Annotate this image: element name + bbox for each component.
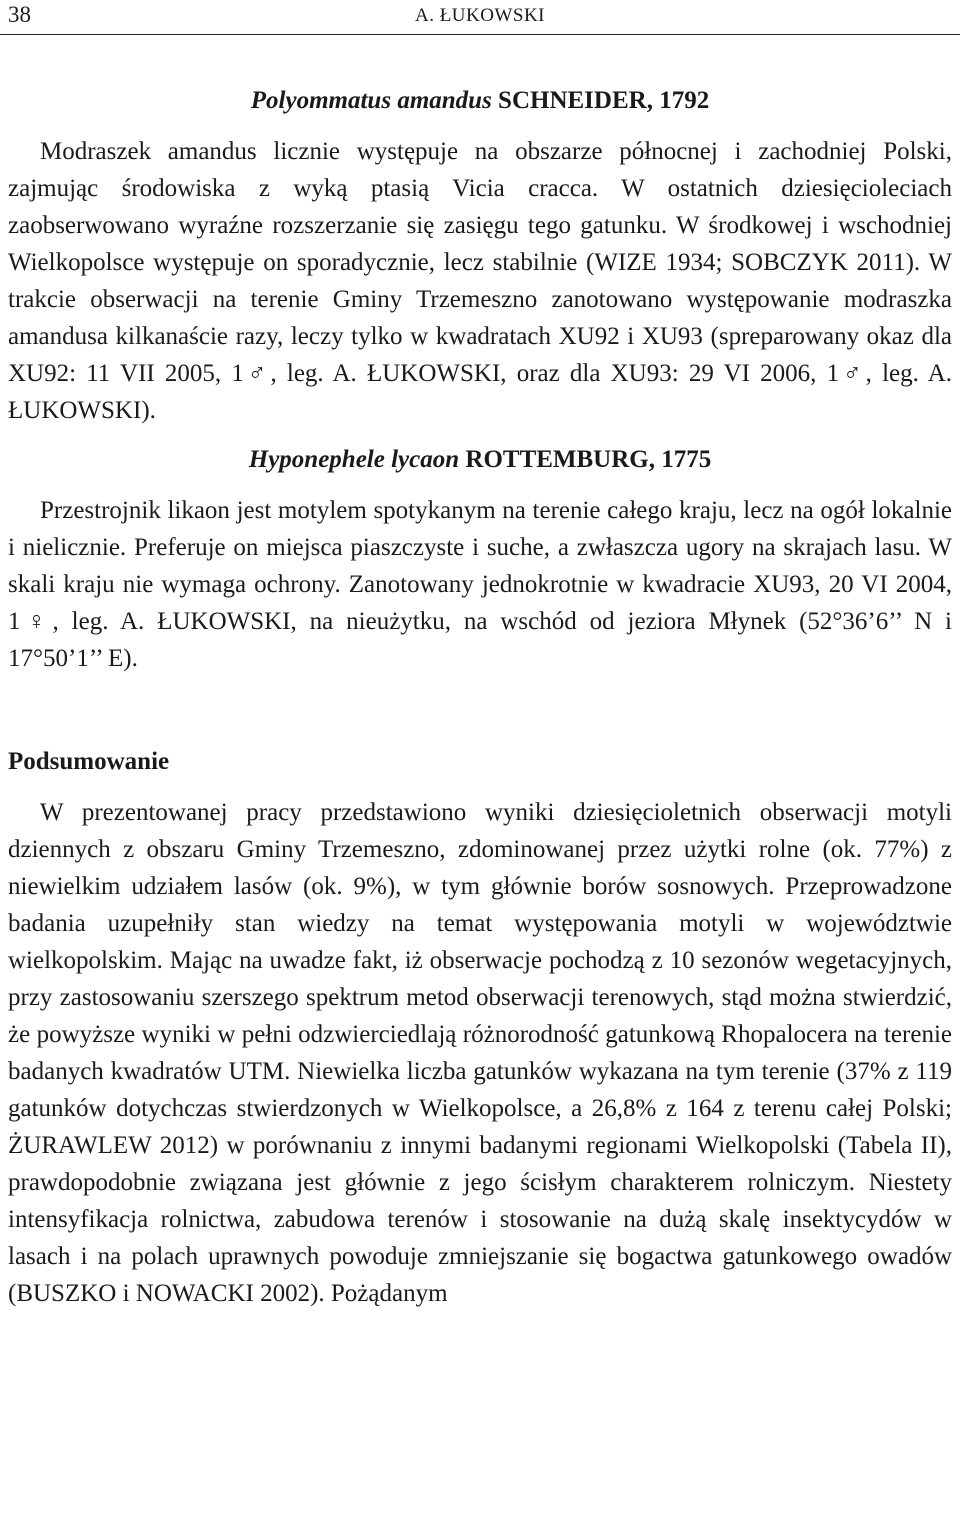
species-author: ROTTEMBURG	[465, 446, 649, 473]
species-year: , 1792	[646, 87, 710, 114]
running-head: A. ŁUKOWSKI	[414, 5, 546, 26]
species-author: SCHNEIDER	[498, 87, 647, 114]
species-year: , 1775	[648, 446, 712, 473]
species-heading-lycaon	[8, 441, 952, 478]
paragraph-lycaon: Przestrojnik likaon jest motylem spotykanym na terenie całego kraju, lecz na ogół lokalnie i nielicznie. Preferuje on miejsca piaszczyste i suche, a zwłaszcza ugory na skrajach lasu. W skali kraju nie wymaga ochrony. Zanotowany jednokrotnie w kwadracie XU93, 20 VI 2004, 1♀, leg. A. ŁUKOWSKI, na nieużytku, na wschód od jeziora Młynek (52°36’6’’ N i 17°50’1’’ E).	[8, 497, 952, 672]
species-heading-amandus	[8, 82, 952, 119]
page-body	[8, 82, 952, 1312]
paragraph-summary: W prezentowanej pracy przedstawiono wyniki dziesięcioletnich obserwacji motyli dziennych z obszaru Gminy Trzemeszno, zdominowanej przez użytki rolne (ok. 77%) z niewielkim udziałem lasów (ok. 9%), w tym głównie borów sosnowych. Przeprowadzone badania uzupełniły stan wiedzy na temat występowania motyli w województwie wielkopolskim. Mając na uwadze fakt, iż obserwacje pochodzą z 10 sezonów wegetacyjnych, przy zastosowaniu szerszego spektrum metod obserwacji terenowych, stąd można stwierdzić, że powyższe wyniki w pełni odzwierciedlają różnorodność gatunkową Rhopalocera na terenie badanych kwadratów UTM. Niewielka liczba gatunków wykazana na tym terenie (37% z 119 gatunków dotychczas stwierdzonych w Wielkopolsce, a 26,8% z 164 z terenu całej Polski; ŻURAWLEW 2012) w porównaniu z innymi badanymi regionami Wielkopolski (Tabela II), prawdopodobnie związana jest głównie z jego ścisłym charakterem rolniczym. Niestety intensyfikacja rolnictwa, zabudowa terenów i stosowanie na dużą skalę insektycydów w lasach i na polach uprawnych powoduje zmniejszanie się bogactwa gatunkowego owadów (BUSZKO i NOWACKI 2002). Pożądanym	[8, 799, 952, 1307]
page-number: 38	[8, 2, 31, 27]
section-title-summary: Podsumowanie	[8, 748, 170, 775]
species-name: Polyommatus amandus	[250, 87, 492, 114]
page-header	[0, 0, 960, 35]
species-name: Hyponephele lycaon	[248, 446, 460, 473]
paragraph-amandus: Modraszek amandus licznie występuje na obszarze północnej i zachodniej Polski, zajmując środowiska z wyką ptasią Vicia cracca. W ostatnich dziesięcioleciach zaobserwowano wyraźne rozszerzanie się zasięgu tego gatunku. W środkowej i wschodniej Wielkopolsce występuje on sporadycznie, lecz stabilnie (WIZE 1934; SOBCZYK 2011). W trakcie obserwacji na terenie Gminy Trzemeszno zanotowano występowanie modraszka amandusa kilkanaście razy, leczy tylko w kwadratach XU92 i XU93 (spreparowany okaz dla XU92: 11 VII 2005, 1♂, leg. A. ŁUKOWSKI, oraz dla XU93: 29 VI 2006, 1♂, leg. A. ŁUKOWSKI).	[8, 138, 952, 424]
